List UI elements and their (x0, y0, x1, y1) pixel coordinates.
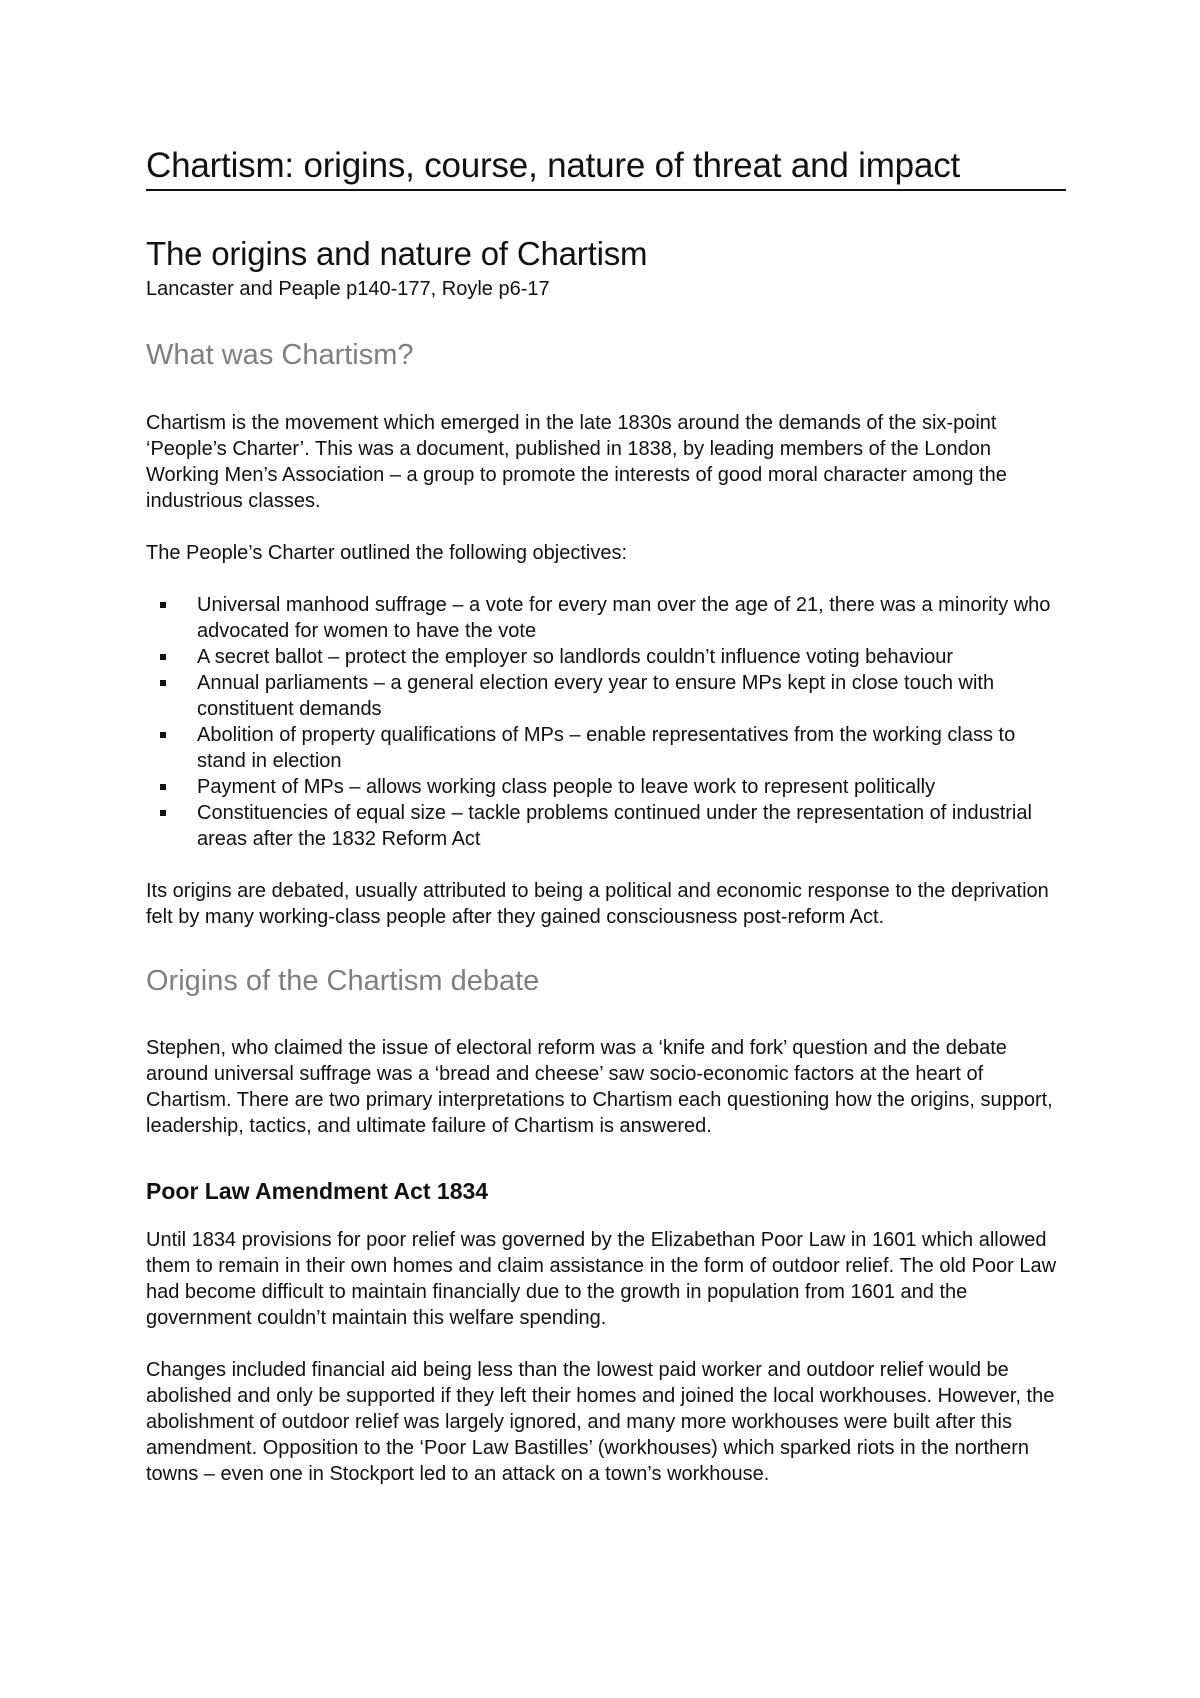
chartism-intro-paragraph: Chartism is the movement which emerged in the late 1830s around the demands of the six-point ‘People’s Charter’. This was a document, published in 1838, by leading members of the London Working Men’s Association – a group to promote the interests of good moral character among the industrious classes. (146, 412, 1007, 512)
list-item-text: Universal manhood suffrage – a vote for every man over the age of 21, there was a minority who advocated for women to have the vote (197, 594, 1051, 642)
objectives-list (146, 592, 1066, 852)
document-title: Chartism: origins, course, nature of threat and impact (146, 145, 1066, 191)
list-item-text: Payment of MPs – allows working class people to leave work to represent politically (197, 776, 936, 798)
bullet-icon (160, 680, 166, 686)
document-page (146, 145, 1066, 1487)
bullet-icon (160, 654, 166, 660)
origins-conclusion-paragraph: Its origins are debated, usually attributed to being a political and economic response to the deprivation felt by many working-class people after they gained consciousness post-reform Act. (146, 880, 1049, 928)
bullet-icon (160, 602, 166, 608)
charter-objectives-lead: The People’s Charter outlined the following objectives: (146, 542, 628, 564)
poor-law-paragraph-1: Until 1834 provisions for poor relief was governed by the Elizabethan Poor Law in 1601 which allowed them to remain in their own homes and claim assistance in the form of outdoor relief. The old Poor Law had become difficult to maintain financially due to the growth in population from 1601 and the government couldn’t maintain this welfare spending. (146, 1229, 1057, 1329)
bullet-icon (160, 810, 166, 816)
bullet-icon (160, 732, 166, 738)
section-title: The origins and nature of Chartism (146, 235, 648, 272)
poor-law-paragraph-2: Changes included financial aid being less than the lowest paid worker and outdoor relief would be abolished and only be supported if they left their homes and joined the local workhouses. However, the abolishment of outdoor relief was largely ignored, and many more workhouses were built after this amendment. Opposition to the ‘Poor Law Bastilles’ (workhouses) which sparked riots in the northern towns – even one in Stockport led to an attack on a town’s workhouse. (146, 1359, 1055, 1485)
heading-origins-debate: Origins of the Chartism debate (146, 965, 540, 997)
list-item (146, 722, 1066, 774)
heading-what-was-chartism: What was Chartism? (146, 339, 414, 371)
heading-poor-law-amendment: Poor Law Amendment Act 1834 (146, 1178, 489, 1204)
section-references: Lancaster and Peaple p140-177, Royle p6-17 (146, 278, 550, 300)
list-item-text: Abolition of property qualifications of MPs – enable representatives from the working class to stand in election (197, 724, 1016, 772)
list-item (146, 670, 1066, 722)
list-item-text: Annual parliaments – a general election every year to ensure MPs kept in close touch with constituent demands (197, 672, 995, 720)
list-item (146, 644, 1066, 670)
debate-paragraph: Stephen, who claimed the issue of electoral reform was a ‘knife and fork’ question and the debate around universal suffrage was a ‘bread and cheese’ saw socio-economic factors at the heart of Chartism. There are two primary interpretations to Chartism each questioning how the origins, support, leadership, tactics, and ultimate failure of Chartism is answered. (146, 1037, 1053, 1137)
list-item (146, 592, 1066, 644)
list-item-text: A secret ballot – protect the employer so landlords couldn’t influence voting behaviour (197, 646, 954, 668)
list-item (146, 774, 1066, 800)
bullet-icon (160, 784, 166, 790)
list-item (146, 800, 1066, 852)
list-item-text: Constituencies of equal size – tackle problems continued under the representation of industrial areas after the 1832 Reform Act (197, 802, 1032, 850)
